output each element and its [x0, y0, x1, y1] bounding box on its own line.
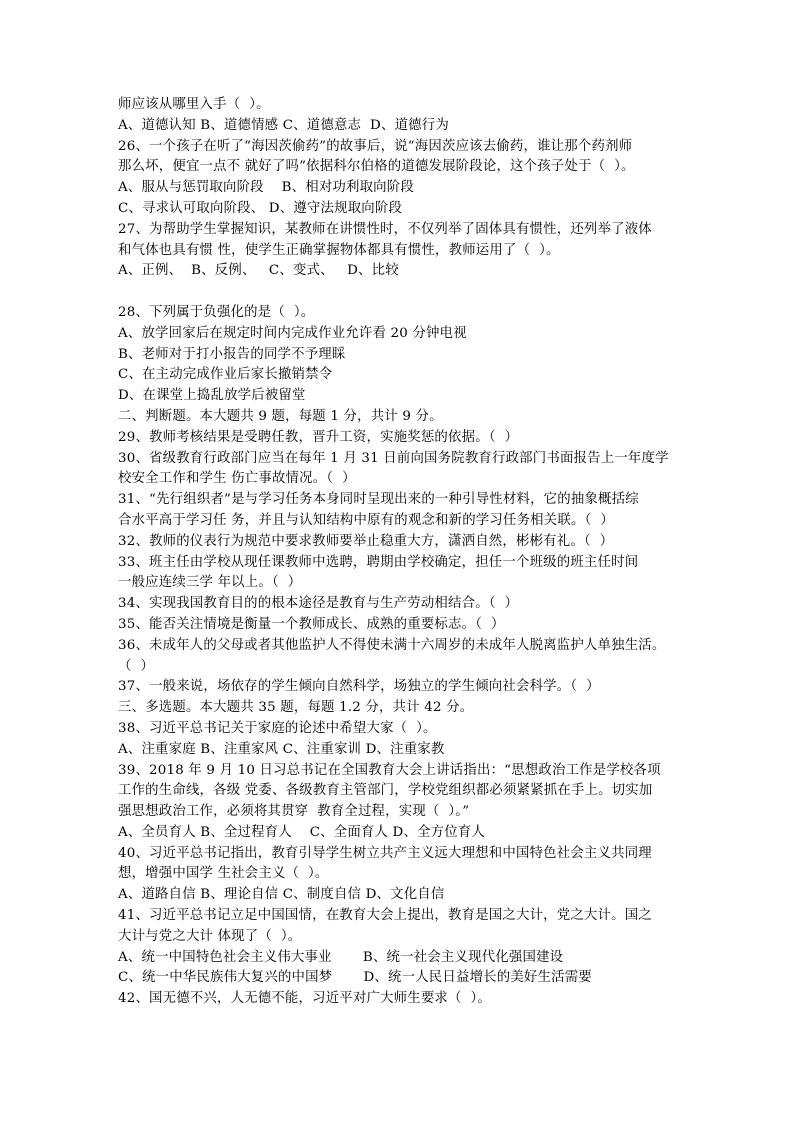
text-line: 师应该从哪里入手（ ）。 [118, 97, 270, 112]
text-line: 31、“先行组织者”是与学习任务本身同时呈现出来的一种引导性材料，它的抽象概括综 [118, 492, 639, 508]
text-line: 37、一般来说，场依存的学生倾向自然科学，场独立的学生倾向社会科学。（ ） [118, 679, 600, 695]
text-line: 工作的生命线，各级 党委、各级教育主管部门，学校党组织都必须紧紧抓在手上。切实加 [118, 783, 653, 799]
text-line: 二、判断题。本大题共 9 题，每题 1 分，共计 9 分。 [118, 408, 443, 424]
text-line: 42、国无德不兴，人无德不能，习近平对广大师生要求（ ）。 [118, 991, 492, 1007]
text-line: 33、班主任由学校从现任课教师中选聘，聘期由学校确定，担任一个班级的班主任时间 [118, 554, 639, 570]
text-line: 35、能否关注情境是衡量一个教师成长、成熟的重要标志。（ ） [118, 616, 505, 632]
text-line: 大计与党之大计 体现了（ ）。 [118, 928, 302, 944]
text-line: D、在课堂上捣乱放学后被留堂 [118, 388, 306, 404]
text-line: 三、多选题。本大题共 35 题，每题 1.2 分，共计 42 分。 [118, 700, 474, 716]
text-line: 40、习近平总书记指出，教育引导学生树立共产主义远大理想和中国特色社会主义共同理 [118, 845, 652, 861]
text-line: 38、习近平总书记关于家庭的论述中希望大家（ ）。 [118, 720, 437, 736]
text-line: A、道德认知 B、道德情感 C、道德意志 D、道德行为 [118, 117, 449, 133]
text-line: （ ） [118, 658, 155, 674]
text-line: A、服从与惩罚取向阶段 B、相对功利取向阶段 [118, 180, 414, 196]
text-line: A、统一中国特色社会主义伟大事业 B、统一社会主义现代化强国建设 [118, 949, 564, 965]
text-line: A、放学回家后在规定时间内完成作业允许看 20 分钟电视 [118, 325, 467, 341]
text-line: 那么坏，便宜一点不 就好了吗”依据科尔伯格的道德发展阶段论，这个孩子处于（ ）。 [118, 159, 635, 175]
text-line: 39、2018 年 9 月 10 日习总书记在全国教育大会上讲话指出：“思想政治工作是学校各项 [118, 762, 661, 778]
text-line: A、正例、 B、反例、 C、变式、 D、比较 [118, 263, 399, 279]
text-line: 合水平高于学习任 务，并且与认知结构中原有的观念和新的学习任务相关联。（ ） [118, 512, 614, 528]
text-line: 41、习近平总书记立足中国国情，在教育大会上提出，教育是国之大计，党之大计。国之 [118, 908, 652, 924]
text-line: 36、未成年人的父母或者其他监护人不得使未满十六周岁的未成年人脱离监护人单独生活。 [118, 637, 666, 653]
text-line: 28、下列属于负强化的是（ ）。 [118, 304, 315, 320]
text-line: A、注重家庭 B、注重家风 C、注重家训 D、注重家教 [118, 741, 445, 757]
text-line: 29、教师考核结果是受聘任教，晋升工资，实施奖惩的依据。（ ） [118, 429, 519, 445]
text-line: 30、省级教育行政部门应当在每年 1 月 31 日前向国务院教育行政部门书面报告上一年度学 [118, 450, 669, 466]
text-line: B、老师对于打小报告的同学不予理睬 [118, 346, 346, 362]
text-line: 一般应连续三学 年以上。（ ） [118, 575, 302, 591]
text-line: 强思想政治工作，必须将其贯穿 教育全过程，实现（ ）。” [118, 804, 470, 820]
text-line: A、道路自信 B、理论自信 C、制度自信 D、文化自信 [118, 887, 445, 903]
document-body [118, 95, 680, 1010]
paragraph-gap [118, 282, 680, 303]
text-line: 32、教师的仪表行为规范中要求教师要举止稳重大方，潇洒自然，彬彬有礼。（ ） [118, 533, 614, 549]
text-line: C、统一中华民族伟大复兴的中国梦 D、统一人民日益增长的美好生活需要 [118, 970, 592, 986]
text-line: 26、一个孩子在听了“海因茨偷药”的故事后，说“海因茨应该去偷药，谁让那个药剂师 [118, 138, 633, 154]
text-line: 想，增强中国学 生社会主义（ ）。 [118, 866, 329, 882]
text-line: A、全员育人 B、全过程育人 C、全面育人 D、全方位育人 [118, 824, 486, 840]
text-line: C、在主动完成作业后家长撤销禁令 [118, 367, 333, 383]
text-line: 和气体也具有惯 性，使学生正确掌握物体都具有惯性，教师运用了（ ）。 [118, 242, 560, 258]
text-line: 校安全工作和学生 伤亡事故情况。（ ） [118, 471, 356, 487]
text-line: 34、实现我国教育目的的根本途径是教育与生产劳动相结合。（ ） [118, 596, 519, 612]
text-line: C、寻求认可取向阶段、 D、遵守法规取向阶段 [118, 200, 403, 216]
text-line: 27、为帮助学生掌握知识，某教师在讲惯性时，不仅列举了固体具有惯性，还列举了液体 [118, 221, 652, 237]
